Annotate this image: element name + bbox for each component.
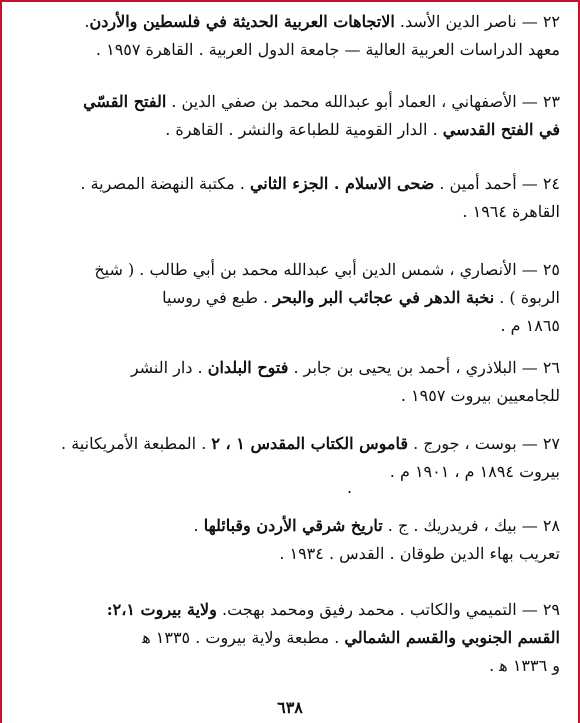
work-title: ولاية بيروت ٢،١:: [106, 600, 217, 619]
bibliography-page: [20, 0, 560, 723]
entry-line: و ١٣٣٦ ﻫ .: [489, 656, 560, 675]
entry-line: القسم الجنوبي والقسم الشمالي . مطبعة ولاية بيروت . ١٣٣٥ ﻫ: [142, 628, 560, 647]
entry-line: ٢٩ — التميمي والكاتب . محمد رفيق ومحمد بهجت. ولاية بيروت ٢،١:: [106, 600, 560, 619]
work-title: القسم الجنوبي والقسم الشمالي: [344, 628, 560, 647]
work-title: نخبة الدهر في عجائب البر والبحر: [273, 288, 495, 307]
work-title: الاتجاهات العربية الحديثة في فلسطين والأردن: [89, 12, 395, 31]
bibliography-entry-23: [20, 88, 560, 144]
entry-line: ٢٦ — البلاذري ، أحمد بن يحيى بن جابر . فتوح البلدان . دار النشر: [130, 358, 560, 377]
page-number: ٦٣٨: [277, 698, 303, 717]
bibliography-entry-26: [20, 354, 560, 410]
work-title: تاريخ شرقي الأردن وقبائلها: [203, 516, 383, 535]
entry-line: في الفتح القدسي . الدار القومية للطباعة والنشر . القاهرة .: [165, 120, 560, 139]
entry-line: للجامعيين بيروت ١٩٥٧ .: [400, 386, 560, 405]
work-title: ضحى الاسلام . الجزء الثاني: [249, 174, 435, 193]
bibliography-entry-28: [90, 512, 560, 568]
entry-line: ٢٥ — الأنصاري ، شمس الدين أبي عبدالله محمد بن أبي طالب . ( شيخ: [94, 260, 560, 279]
page-border-left: [0, 0, 2, 723]
stray-dot: .: [347, 478, 353, 497]
entry-line: ٢٧ — بوست ، جورج . قاموس الكتاب المقدس ١ ، ٢ . المطبعة الأمريكانية .: [61, 434, 560, 453]
bibliography-entry-24: [20, 170, 560, 226]
entry-line: ٢٣ — الأصفهاني ، العماد أبو عبدالله محمد بن صفي الدين . الفتح القسّي: [83, 92, 560, 111]
entry-line: ٢٢ — ناصر الدين الأسد. الاتجاهات العربية الحديثة في فلسطين والأردن.: [84, 12, 560, 31]
bibliography-entry-25: [20, 256, 560, 340]
work-title: الفتح القسّي: [83, 92, 167, 111]
entry-line: ٢٨ — بيك ، فريدريك . ج . تاريخ شرقي الأردن وقبائلها .: [193, 516, 560, 535]
entry-line: ٢٤ — أحمد أمين . ضحى الاسلام . الجزء الثاني . مكتبة النهضة المصرية .: [80, 174, 560, 193]
work-title: قاموس الكتاب المقدس ١ ، ٢: [211, 434, 408, 453]
entry-line: تعريب بهاء الدين طوقان . القدس . ١٩٣٤ .: [279, 544, 560, 563]
entry-line: بيروت ١٨٩٤ م ، ١٩٠١ م .: [389, 462, 560, 481]
entry-line: ١٨٦٥ م .: [500, 316, 560, 335]
work-title: فتوح البلدان: [207, 358, 289, 377]
bibliography-entry-27: [20, 430, 560, 486]
entry-line: معهد الدراسات العربية العالية — جامعة الدول العربية . القاهرة ١٩٥٧ .: [95, 40, 560, 59]
bibliography-entry-29: [20, 596, 560, 680]
bibliography-entry-22: [20, 8, 560, 64]
work-title: في الفتح القدسي: [442, 120, 560, 139]
entry-line: الربوة ) . نخبة الدهر في عجائب البر والبحر . طبع في روسيا: [162, 288, 560, 307]
entry-line: القاهرة ١٩٦٤ .: [462, 202, 560, 221]
